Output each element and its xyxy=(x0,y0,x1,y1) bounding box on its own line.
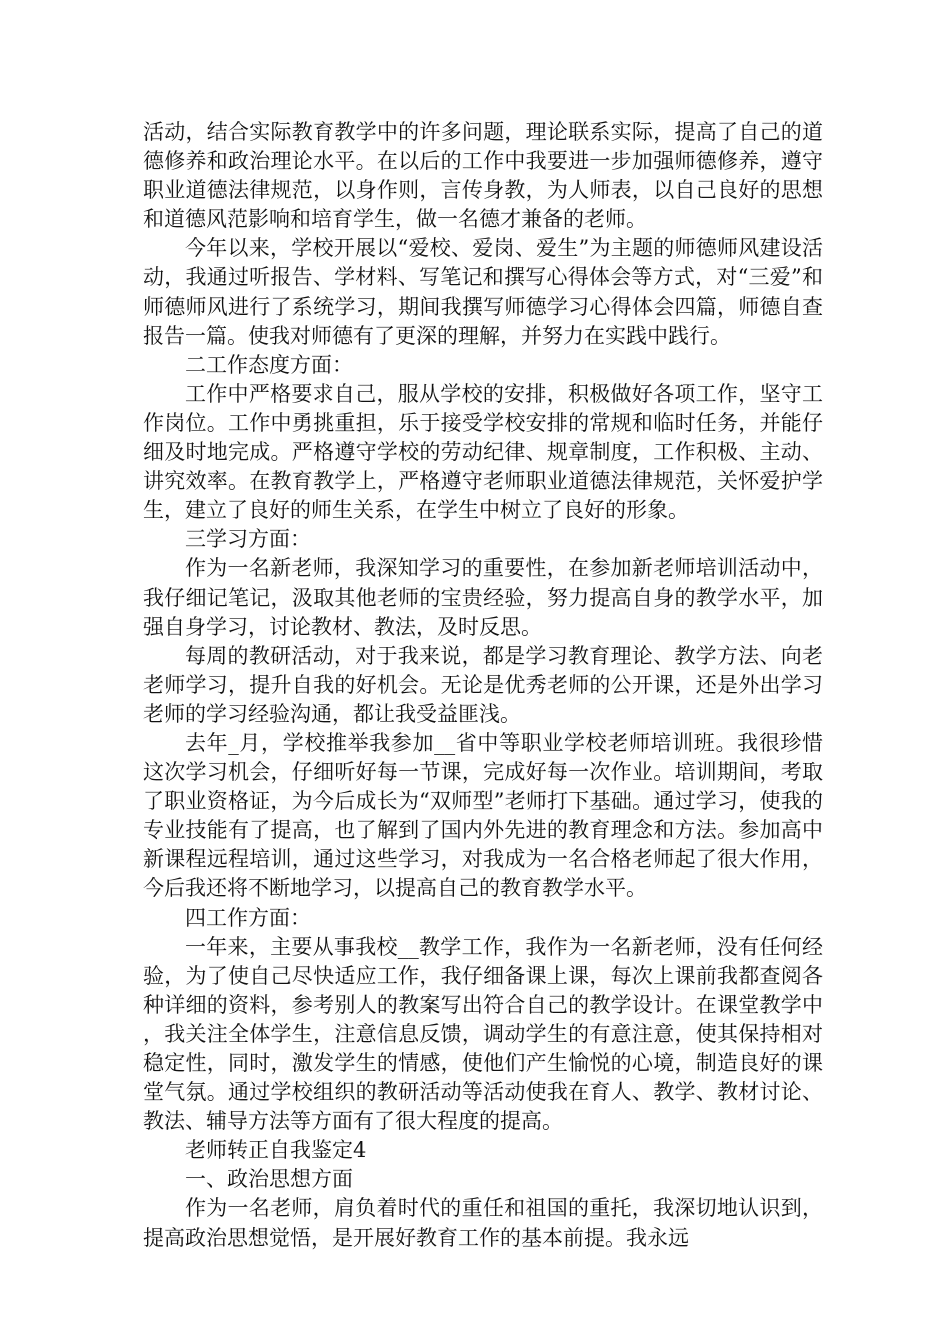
paragraph-provincial-training: 去年_月，学校推举我参加__省中等职业学校老师培训班。我很珍惜这次学习机会，仔细听好每一节课，完成好每一次作业。培训期间，考取了职业资格证，为今后成长为“双师型”老师打下基础。通过学习，使我的专业技能有了提高，也了解到了国内外先进的教育理念和方法。参加高中新课程远程培训，通过这些学习，对我成为一名合格老师起了很大作用，今后我还将不断地学习，以提高自己的教育教学水平。 xyxy=(143,730,823,901)
paragraph-weekly-research: 每周的教研活动，对于我来说，都是学习教育理论、教学方法、向老老师学习，提升自我的好机会。无论是优秀老师的公开课，还是外出学习老师的学习经验沟通，都让我受益匪浅。 xyxy=(143,643,823,726)
section-heading-work-attitude: 二工作态度方面： xyxy=(185,352,353,377)
section-heading-work: 四工作方面： xyxy=(185,905,311,930)
paragraph-politics: 作为一名老师，肩负着时代的重任和祖国的重托，我深切地认识到，提高政治思想觉悟，是开展好教育工作的基本前提。我永远 xyxy=(143,1196,823,1250)
document-page xyxy=(143,118,823,1253)
article-title-4: 老师转正自我鉴定4 xyxy=(185,1138,367,1163)
section-heading-politics: 一、政治思想方面 xyxy=(185,1167,353,1192)
paragraph-work-attitude: 工作中严格要求自己，服从学校的安排，积极做好各项工作，坚守工作岗位。工作中勇挑重担，乐于接受学校安排的常规和临时任务，并能仔细及时地完成。严格遵守学校的劳动纪律、规章制度，工作积极、主动、讲究效率。在教育教学上，严格遵守老师职业道德法律规范，关怀爱护学生，建立了良好的师生关系，在学生中树立了良好的形象。 xyxy=(143,381,823,523)
paragraph-ethics-campaign: 今年以来，学校开展以“爱校、爱岗、爱生”为主题的师德师风建设活动，我通过听报告、学材料、写笔记和撰写心得体会等方式，对“三爱”和师德师风进行了系统学习，期间我撰写师德学习心得体会四篇，师德自查报告一篇。使我对师德有了更深的理解，并努力在实践中践行。 xyxy=(143,236,823,348)
paragraph-study-training: 作为一名新老师，我深知学习的重要性，在参加新老师培训活动中，我仔细记笔记，汲取其他老师的宝贵经验，努力提高自身的教学水平，加强自身学习，讨论教材、教法，及时反思。 xyxy=(143,556,823,639)
paragraph-teaching-work: 一年来，主要从事我校__教学工作，我作为一名新老师，没有任何经验，为了使自己尽快适应工作，我仔细备课上课，每次上课前我都查阅各种详细的资料，参考别人的教案写出符合自己的教学设计。在课堂教学中，我关注全体学生，注意信息反馈，调动学生的有意注意，使其保持相对稳定性，同时，激发学生的情感，使他们产生愉悦的心境，制造良好的课堂气氛。通过学校组织的教研活动等活动使我在育人、教学、教材讨论、教法、辅导方法等方面有了很大程度的提高。 xyxy=(143,934,823,1134)
paragraph-continuation: 活动，结合实际教育教学中的许多问题，理论联系实际，提高了自己的道德修养和政治理论水平。在以后的工作中我要进一步加强师德修养，遵守职业道德法律规范，以身作则，言传身教，为人师表，以自己良好的思想和道德风范影响和培育学生，做一名德才兼备的老师。 xyxy=(143,120,823,232)
section-heading-study: 三学习方面： xyxy=(185,527,311,552)
